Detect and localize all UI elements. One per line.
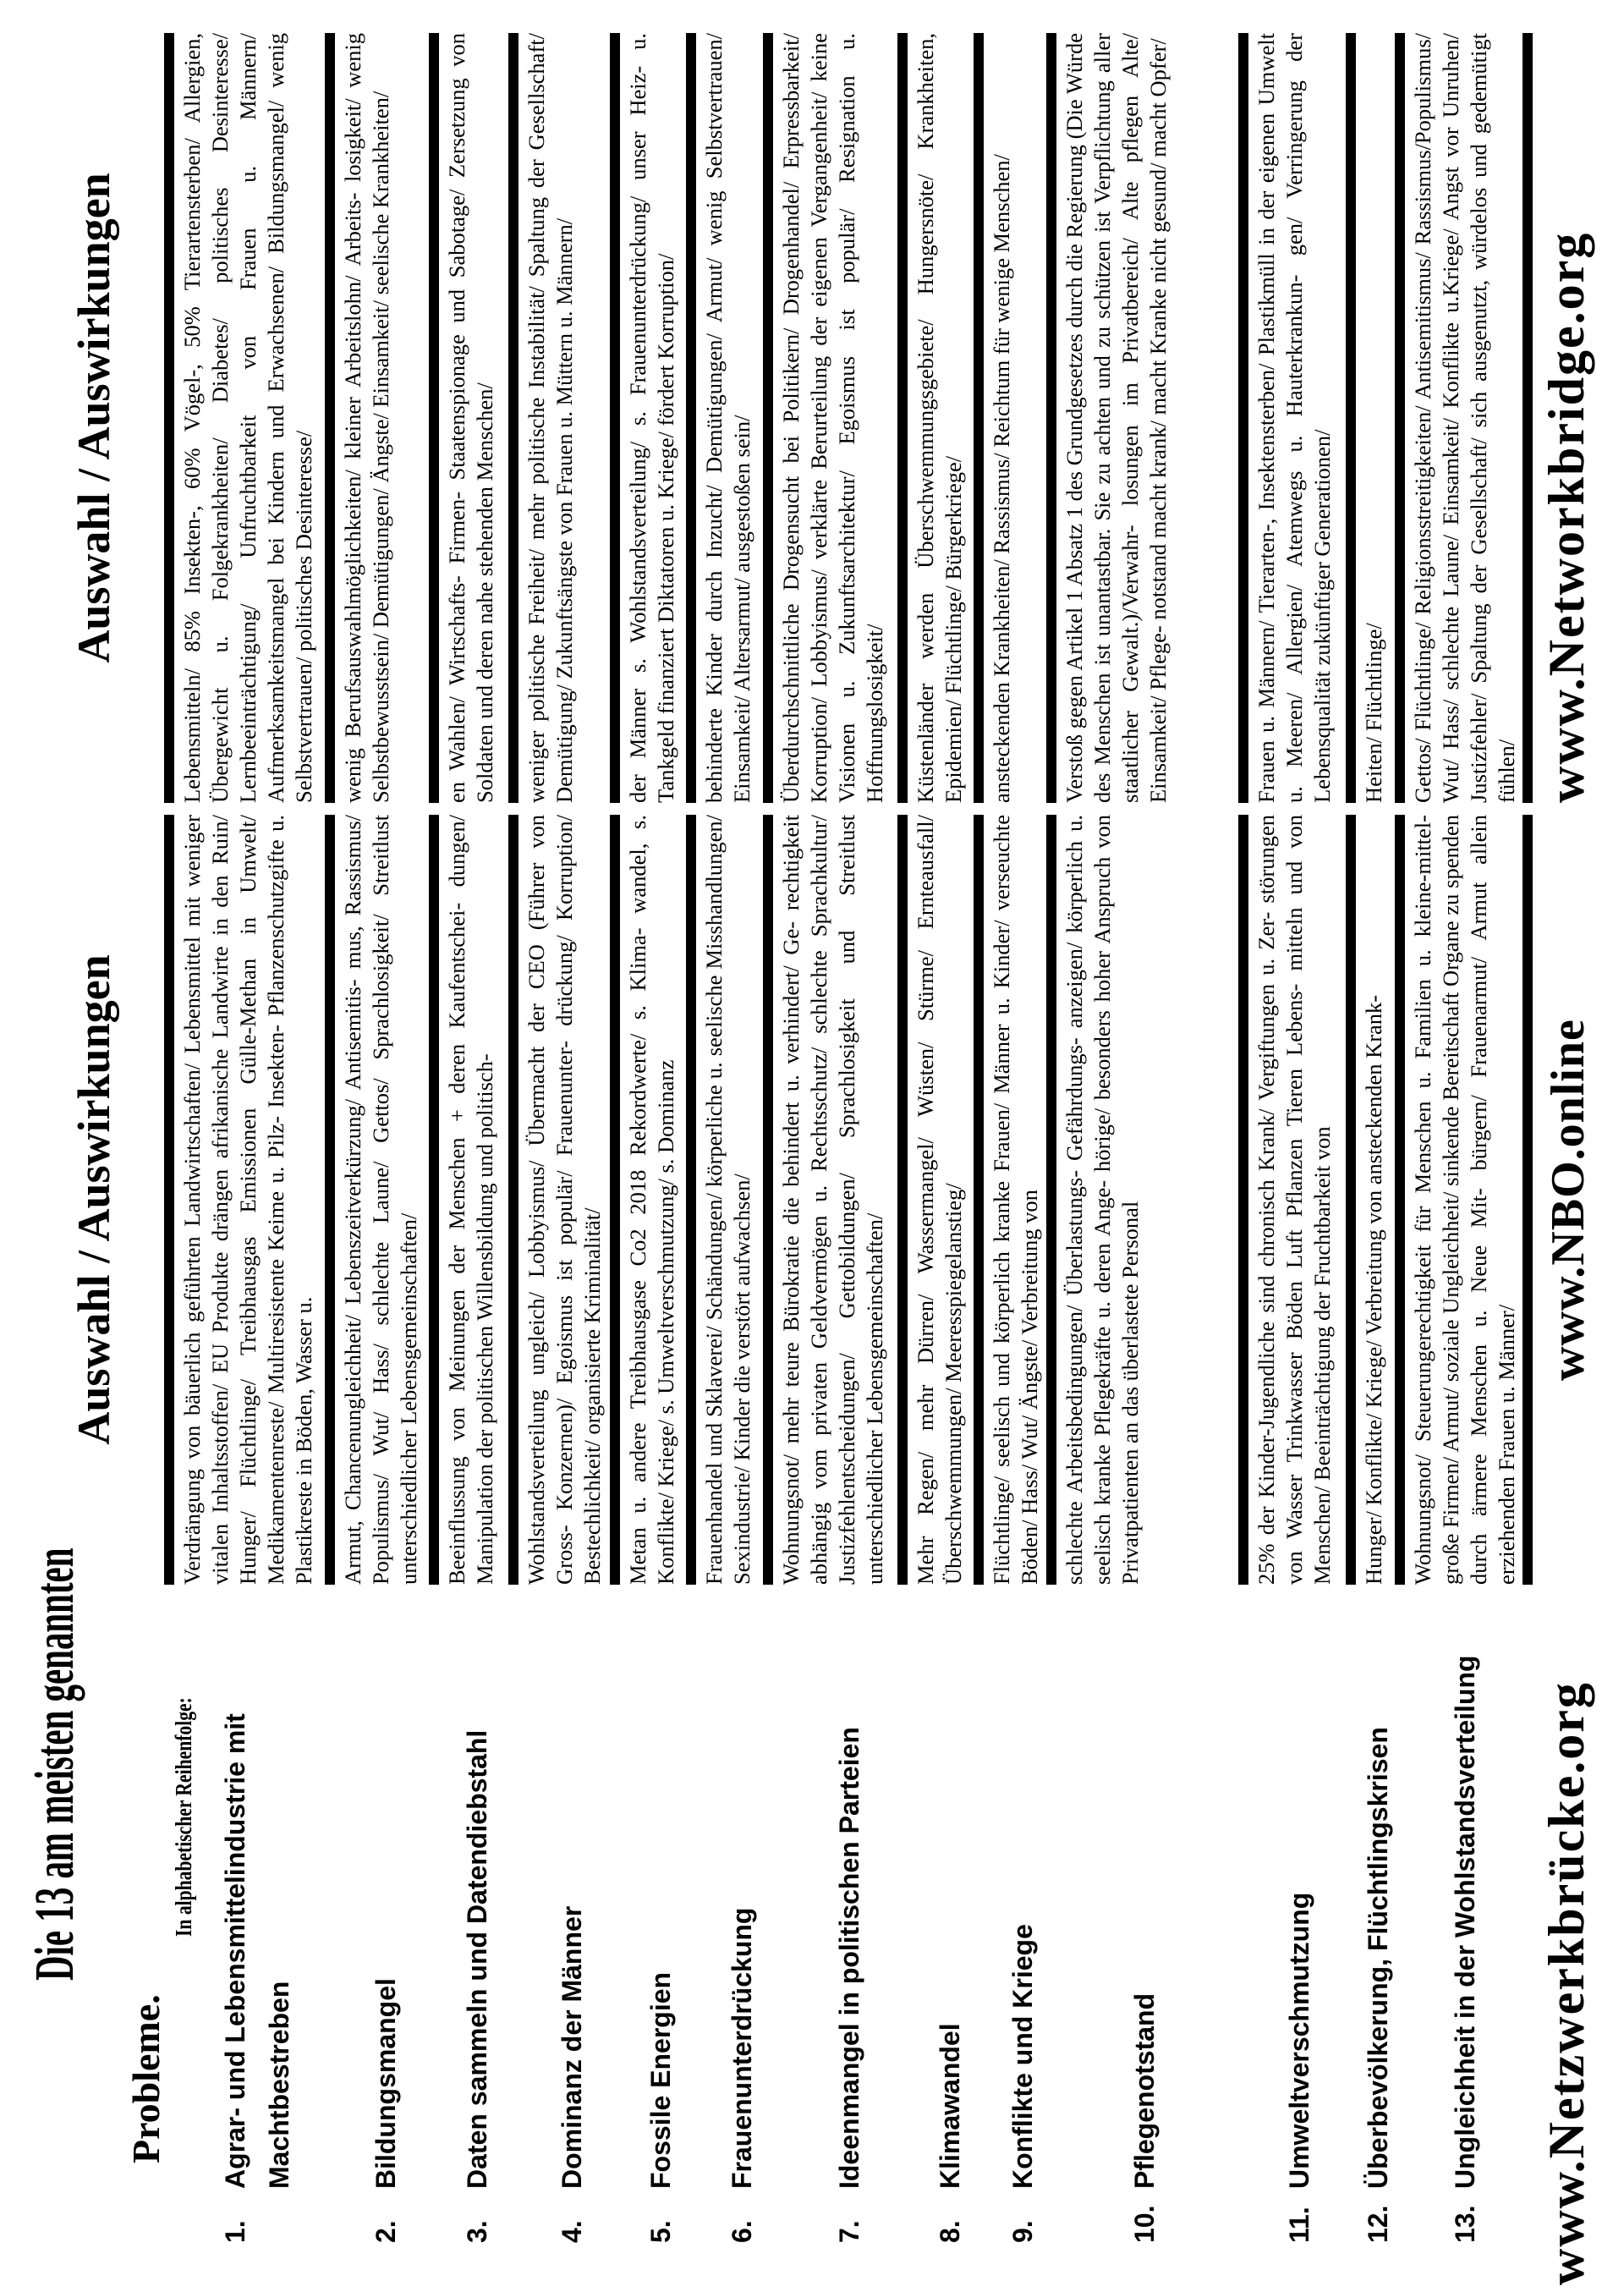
effects-paragraph-11: 25% der Kinder-Jugendliche sind chronisch Krank/ Vergiftungen u. Zer- störungen von Wasser Trinkwasser Böden Luft Pflanzen Tieren Lebens- mitteln und von Menschen/ Beeinträchtigung der Fruchtbarkeit von xyxy=(1254,815,1335,1585)
effects-paragraph-10: schlechte Arbeitsbedingungen/ Überlastungs- Gefährdungs- anzeigen/ körperlich u. seelisch kranke Pflegekräfte u. deren Ange- hörige/ besonders hoher Anspruch von Privatpatienten an das überlastete Personal xyxy=(1062,815,1143,1585)
problem-number: 10. xyxy=(1129,2205,1160,2243)
row-divider xyxy=(164,815,174,1585)
row-divider xyxy=(1238,815,1248,1585)
row-divider xyxy=(164,33,174,803)
problem-item-7 xyxy=(827,1512,871,2243)
problem-label: Ungleichheit in der Wohlstandsverteilung xyxy=(1450,1655,1480,2189)
row-divider xyxy=(1046,815,1056,1585)
problem-label: Konflikte und Kriege xyxy=(1007,1924,1038,2189)
website-networkbridge: www.Networkbridge.org xyxy=(1539,231,1594,803)
row-divider xyxy=(325,815,335,1585)
problem-number: 3. xyxy=(462,2220,492,2243)
effects-paragraph-2: Armut, Chancenungleichheit/ Lebenszeitverkürzung/ Antisemitis- mus, Rassismus/ Populismus/ Wut/ Hass/ schlechte Laune/ Gettos/ Sprachlosigkeit/ Streitlust unterschiedlicher Lebensgemeinschaften/ xyxy=(340,815,421,1585)
effects-paragraph-9: Flüchtlinge/ seelisch und körperlich kranke Frauen/ Männer u. Kinder/ verseuchte Böden/ Hass/ Wut/ Ängste/ Verbreitung von xyxy=(989,815,1042,1585)
effects-paragraph-5: der Männer s. Wohlstandsverteilung/ s. Frauenunterdrückung/ unser Heiz- u. Tankgeld finanziert Diktatoren u. Kriege/ fördert Korruption/ xyxy=(625,33,678,803)
effects-paragraph-7: Überdurchschnittliche Drogensucht bei Politikern/ Drogenhandel/ Erpressbarkeit/ Korruption/ Lobbyismus/ verklärte Berurteilung der eigenen Vergangenheit/ keine Visionen u. Zukunftsarchitektur/ Egoismus ist populär/ Resignation u. Hoffnungslosigkeit/ xyxy=(778,33,887,803)
effects-paragraph-11: Frauen u. Männern/ Tierarten-, Insektensterben/ Plastikmüll in der eigenen Umwelt u. Meeren/ Allergien/ Atemwegs u. Hauterkrankun- gen/ Verringerung der Lebensqualität zukünftiger Generationen/ xyxy=(1254,33,1335,803)
effects-paragraph-9: ansteckenden Krankheiten/ Rassismus/ Reichtum für wenige Menschen/ xyxy=(989,154,1014,803)
effects-paragraph-12: Heiten/ Flüchtlinge/ xyxy=(1361,623,1386,803)
problem-number: 6. xyxy=(727,2220,757,2243)
row-divider xyxy=(686,33,696,803)
row-divider xyxy=(508,815,518,1585)
effects-paragraph-6: behinderte Kinder durch Inzucht/ Demütigungen/ Armut/ wenig Selbstvertrauen/ Einsamkeit/ Altersarmut/ ausgestoßen sein/ xyxy=(701,33,754,803)
problem-number: 2. xyxy=(370,2220,401,2243)
problem-number: 4. xyxy=(557,2220,587,2243)
row-divider xyxy=(610,33,620,803)
row-divider xyxy=(1522,33,1533,803)
problem-item-1 xyxy=(213,1512,301,2243)
row-divider xyxy=(763,815,773,1585)
problem-item-4 xyxy=(550,1512,594,2243)
effects-paragraph-13: Wohnungsnot/ Steuerungerechtigkeit für Menschen u. Familien u. kleine-mittel-große Firmen/ Armut/ soziale Ungleichheit/ sinkende Bereitschaft Organe zu spenden durch ärmere Menschen u. Neue Mit- bürgern/ Frauenarmut/ Armut allein erziehenden Frauen u. Männer/ xyxy=(1410,815,1519,1585)
row-divider xyxy=(897,33,908,803)
problem-number: 13. xyxy=(1450,2205,1480,2243)
problem-item-12 xyxy=(1356,1512,1400,2243)
effects-paragraph-4: Wohlstandsverteilung ungleich/ Lobbyismus/ Übermacht der CEO (Führer von Gross- Konzernen)/ Egoismus ist populär/ Frauenunter- drückung/ Korruption/ Bestechlichkeit/ organisierte Kriminalität/ xyxy=(524,815,605,1585)
row-divider xyxy=(508,33,518,803)
problem-item-3 xyxy=(455,1512,499,2243)
problem-label: Daten sammeln und Datendiebstahl xyxy=(462,1729,492,2189)
effects-heading: Auswahl / Auswirkungen xyxy=(69,173,119,663)
problem-label: Bildungsmangel xyxy=(370,1978,401,2189)
problem-number: 1. xyxy=(220,2220,250,2243)
row-divider xyxy=(1522,815,1533,1585)
effects-paragraph-3: en Wahlen/ Wirtschafts- Firmen- Staatenspionage und Sabotage/ Zersetzung von Soldaten und deren nahe stehenden Menschen/ xyxy=(444,33,497,803)
row-divider xyxy=(1346,815,1356,1585)
effects-heading: Auswahl / Auswirkungen xyxy=(69,954,119,1445)
problem-label: Fossile Energien xyxy=(645,1971,676,2189)
website-netzwerkbruecke: www.Netzwerkbrücke.org xyxy=(1539,1681,1594,2285)
effects-paragraph-1: Lebensmitteln/ 85% Insekten-, 60% Vögel-, 50% Tierartensterben/ Allergien, Übergewicht u. Folgekrankheiten/ Diabetes/ politisches Desinteresse/ Lernbeeinträchtigung/ Unfruchtbarkeit von Frauen u. Männern/ Aufmerksamkeitsmangel bei Kindern und Erwachsenen/ Bildungsmangel/ wenig Selbstvertrauen/ politisches Desinteresse/ xyxy=(179,33,316,803)
row-divider xyxy=(1395,33,1405,803)
row-divider xyxy=(1346,33,1356,803)
effects-column-middle xyxy=(0,815,1624,1585)
problem-item-9 xyxy=(1001,1512,1045,2243)
row-divider xyxy=(1046,33,1056,803)
row-divider xyxy=(897,815,908,1585)
page-title-line2: Probleme. xyxy=(124,1994,167,2163)
effects-paragraph-1: Verdrängung von bäuerlich geführten Landwirtschaften/ Lebensmittel mit weniger vitalen Inhaltsstoffen/ EU Produkte drängen afrikanische Landwirte in den Ruin/ Hunger/ Flüchtlinge/ Treibhausgas Emissionen Gülle-Methan in Umwelt/ Medikamentenreste/ Multiresistente Keime u. Pilz- Insekten- Pflanzenschutzgifte u. Plastikreste in Böden, Wasser u. xyxy=(179,815,316,1585)
problem-label: Dominanz der Männer xyxy=(557,1905,587,2189)
problem-item-5 xyxy=(639,1512,683,2243)
problem-label: Agrar- und Lebensmittelindustrie mit Machtbestreben xyxy=(220,1713,294,2189)
effects-paragraph-2: wenig Berufsauswahlmöglichkeiten/ kleiner Arbeitslohn/ Arbeits- losigkeit/ wenig Selbstbewusstsein/ Demütigungen/ Ängste/ Einsamkeit/ seelische Krankheiten/ xyxy=(340,33,393,803)
problem-label: Klimawandel xyxy=(935,2023,965,2189)
problem-label: Ideenmangel in politischen Parteien xyxy=(834,1727,864,2189)
row-divider xyxy=(1395,815,1405,1585)
effects-paragraph-13: Gettos/ Flüchtlinge/ Religionsstreitigkeiten/ Antisemitismus/ Rassismus/Populismus/ Wut/ Hass/ schlechte Laune/ Einsamkeit/ Konflikte u.Kriege/ Angst vor Unruhen/ Justizfehler/ Spaltung der Gesellschaft/ sich ausgenutzt, würdelos und gedemütigt fühlen/ xyxy=(1410,33,1519,803)
row-divider xyxy=(610,815,620,1585)
effects-paragraph-6: Frauenhandel und Sklaverei/ Schändungen/ körperliche u. seelische Misshandlungen/ Sexindustrie/ Kinder die verstört aufwachsen/ xyxy=(701,815,754,1585)
page-title: Die 13 am meisten genannten xyxy=(24,1547,85,1981)
row-divider xyxy=(974,33,984,803)
problems-column xyxy=(0,1547,1624,2285)
effects-paragraph-4: weniger politische Freiheit/ mehr politische Instabilität/ Spaltung der Gesellschaft/ Demütigung/ Zukunftsängste von Frauen u. Müttern u. Männern/ xyxy=(524,33,577,803)
row-divider xyxy=(763,33,773,803)
row-divider xyxy=(1238,33,1248,803)
problem-number: 11. xyxy=(1284,2207,1314,2243)
problem-item-13 xyxy=(1443,1512,1487,2243)
effects-column-right xyxy=(0,33,1624,803)
row-divider xyxy=(974,815,984,1585)
row-divider xyxy=(325,33,335,803)
problem-item-8 xyxy=(928,1512,972,2243)
website-nbo: www.NBO.online xyxy=(1542,1019,1594,1381)
problem-label: Frauenunterdrückung xyxy=(727,1907,757,2189)
effects-paragraph-7: Wohnungsnot/ mehr teure Bürokratie die behindert u. verhindert/ Ge- rechtigkeit abhängig vom privaten Geldvermögen u. Rechtsschutz/ schlechte Sprachkultur/ Justizfehlentscheidungen/ Gettobildungen/ Sprachlosigkeit und Streitlust unterschiedlicher Lebensgemeinschaften/ xyxy=(778,815,887,1585)
effects-paragraph-5: Metan u. andere Treibhausgase Co2 2018 Rekordwerte/ s. Klima- wandel, s. Konflikte/ Kriege/ s. Umweltverschmutzung/ s. Dominanz xyxy=(625,815,678,1585)
problem-item-2 xyxy=(364,1512,408,2243)
problem-item-10 xyxy=(1122,1512,1166,2243)
page-subtitle: In alphabetischer Reihenfolge: xyxy=(171,1697,196,1937)
problem-number: 12. xyxy=(1363,2205,1393,2243)
problem-label: Überbevölkerung, Flüchtlingskrisen xyxy=(1363,1727,1393,2189)
effects-paragraph-8: Mehr Regen/ mehr Dürren/ Wassermangel/ Wüsten/ Stürme/ Ernteausfall/ Überschwemmungen/ Meeresspiegelanstieg/ xyxy=(913,815,966,1585)
problem-label: Pflegenotstand xyxy=(1129,1992,1160,2189)
effects-paragraph-8: Küstenländer werden Überschwemmungsgebiete/ Hungersnöte/ Krankheiten, Epidemien/ Flüchtlinge/ Bürgerkriege/ xyxy=(913,33,966,803)
problem-number: 7. xyxy=(834,2220,864,2243)
problem-label: Umweltverschmutzung xyxy=(1284,1892,1314,2189)
row-divider xyxy=(429,33,439,803)
problem-number: 5. xyxy=(645,2220,676,2243)
problem-number: 8. xyxy=(935,2220,965,2243)
effects-paragraph-12: Hunger/ Konflikte/ Kriege/ Verbreitung von ansteckenden Krank- xyxy=(1361,994,1386,1585)
problem-item-11 xyxy=(1277,1512,1321,2243)
problem-item-6 xyxy=(720,1512,764,2243)
row-divider xyxy=(429,815,439,1585)
effects-paragraph-10: Verstoß gegen Artikel 1 Absatz 1 des Grundgesetzes durch die Regierung (Die Würde des Menschen ist unantastbar. Sie zu achten und zu schützen ist Verpflichtung aller staatlicher Gewalt.)/Verwahr- losungen im Privatbereich/ Alte pflegen Alte/ Einsamkeit/ Pflege- notstand macht krank/ macht Kranke nicht gesund/ macht Opfer/ xyxy=(1062,33,1171,803)
problem-number: 9. xyxy=(1007,2220,1038,2243)
effects-paragraph-3: Beeinflussung von Meinungen der Menschen + deren Kaufentschei- dungen/ Manipulation der politischen Willensbildung und politisch- xyxy=(444,815,497,1585)
row-divider xyxy=(686,815,696,1585)
